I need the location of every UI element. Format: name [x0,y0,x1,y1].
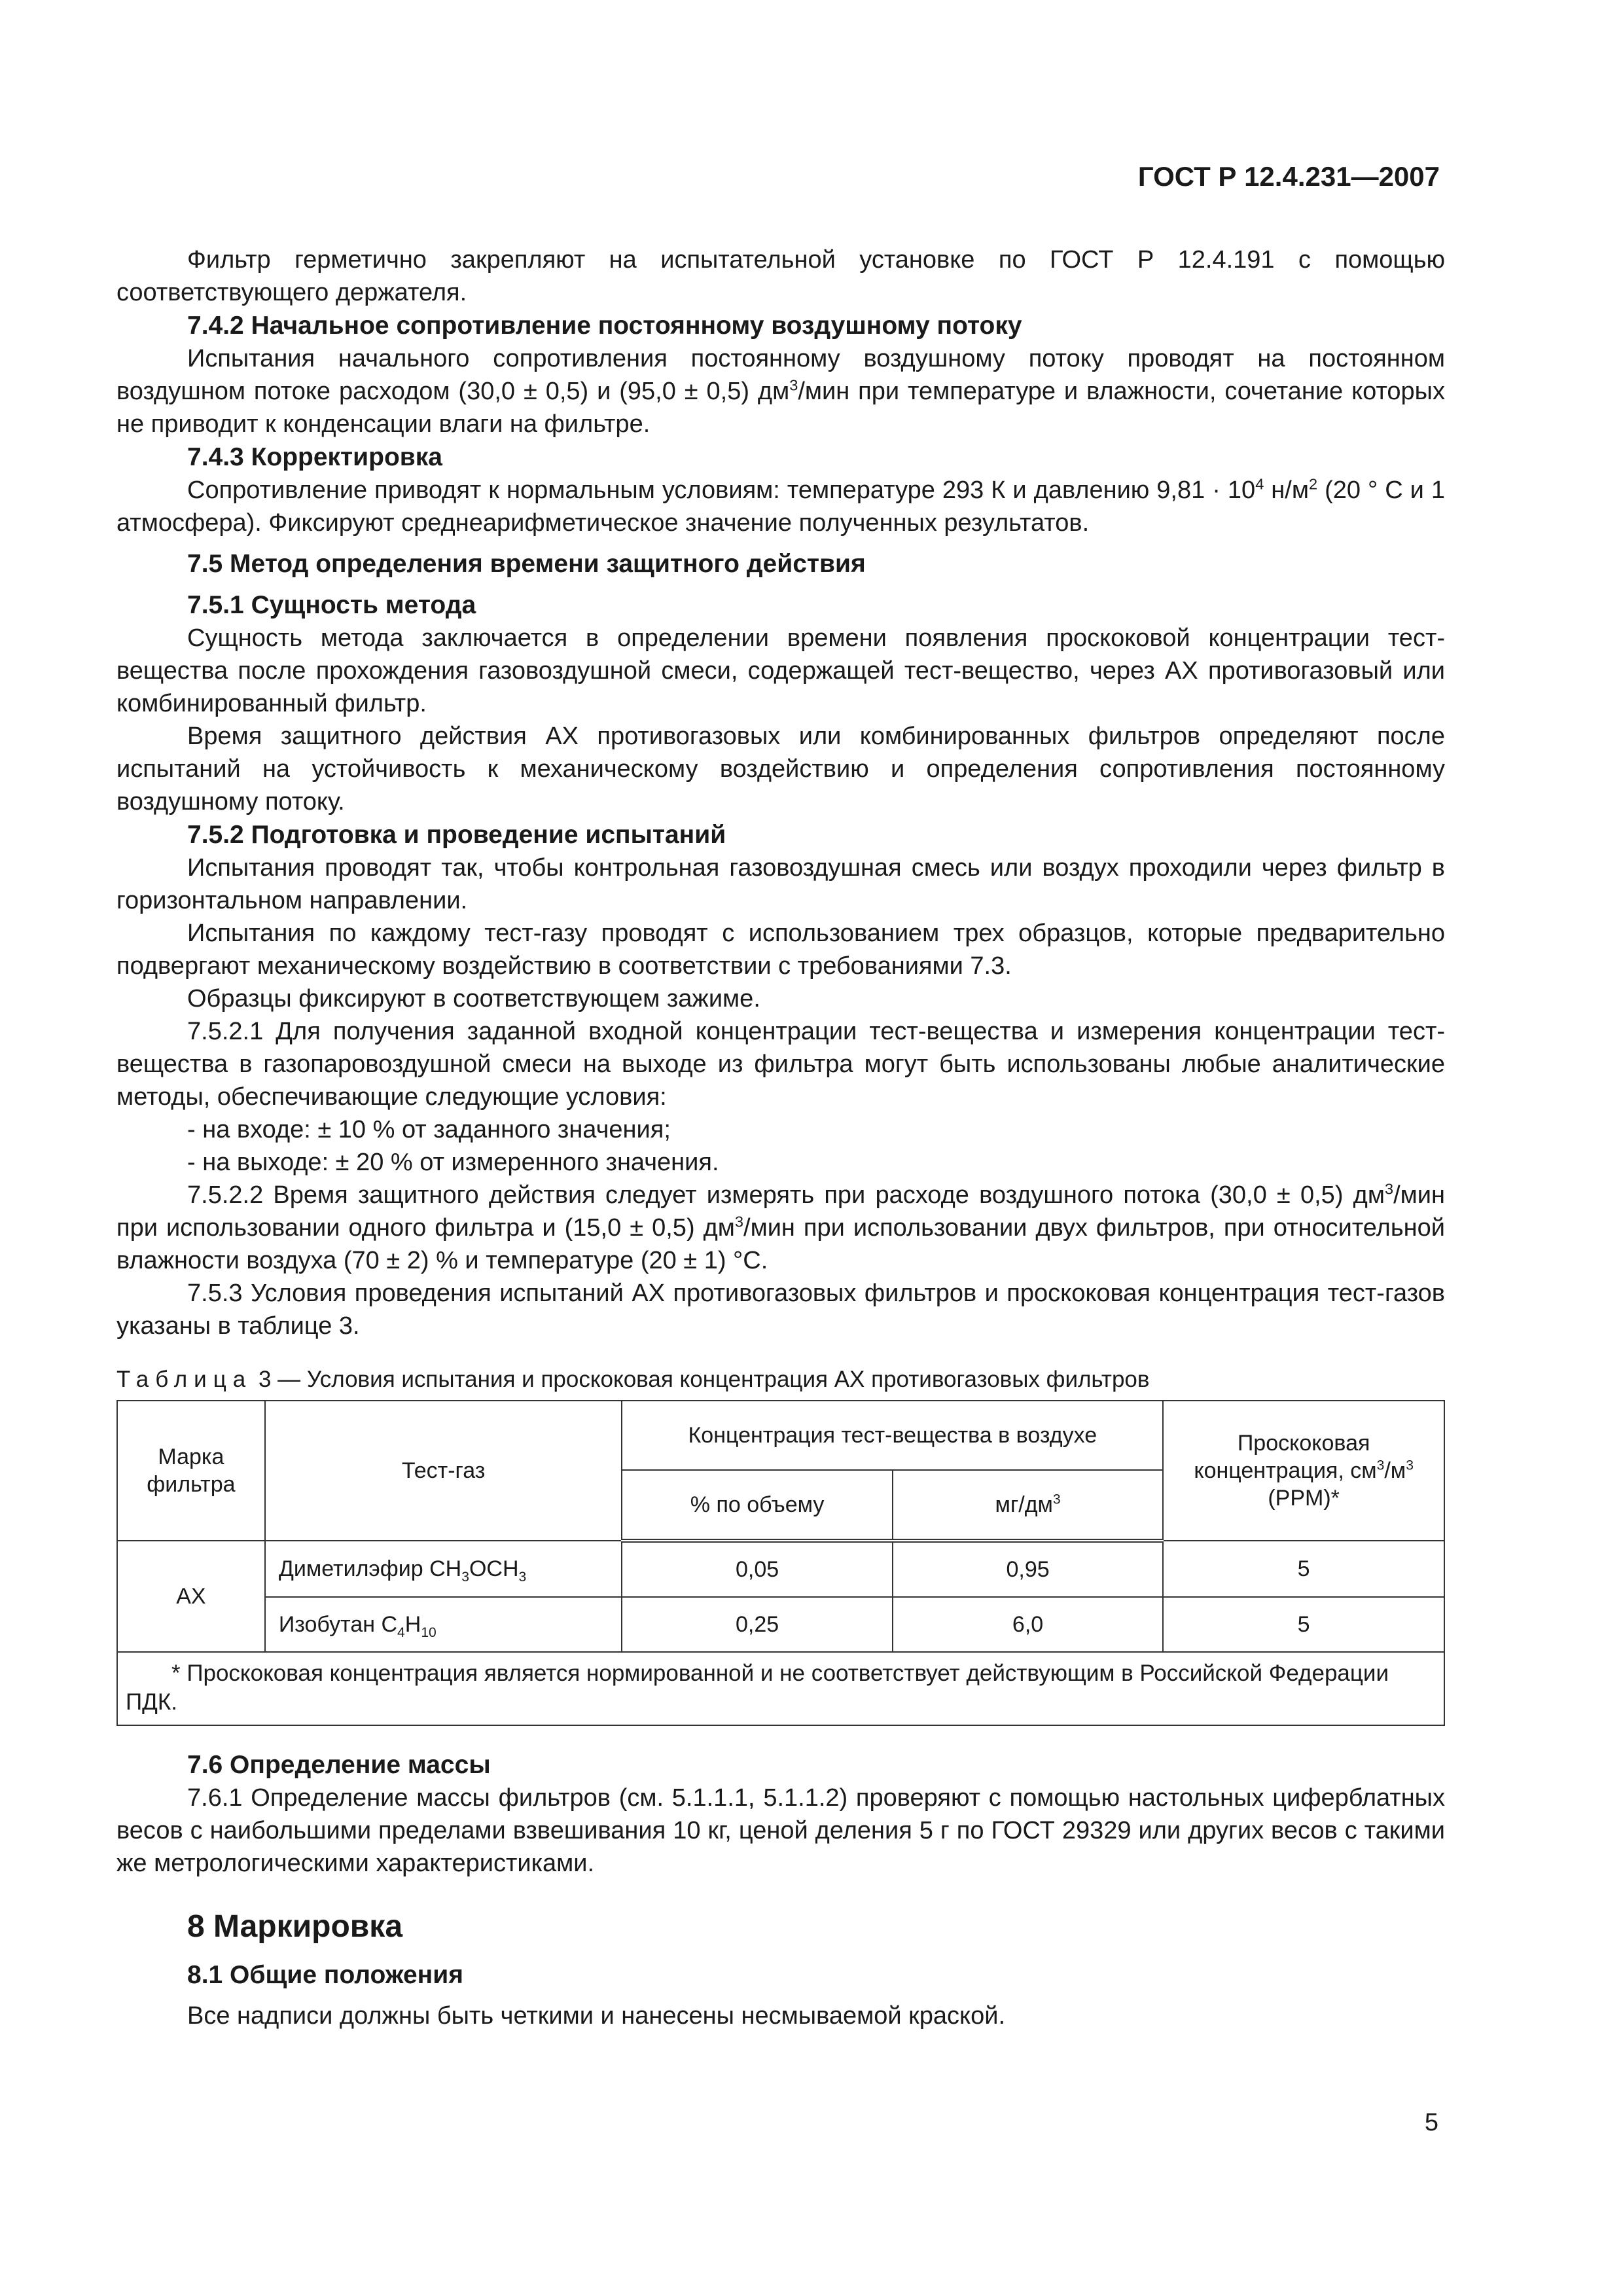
paragraph-7-5-2-1: 7.5.2.1 Для получения заданной входной концентрации тест-вещества и измерения концентрации тест-вещества в газопаровоздушной смеси на выходе из фильтра могут быть использованы любые аналитические методы, обеспечивающие следующие условия: [116,1018,1445,1111]
cell-gas: Диметилэфир $CH_3OCH_3$ [265,1541,622,1597]
col-header-mg-dm3: $мг/дм^3$ [893,1470,1163,1541]
list-item-input: - на входе: ± 10 % от заданного значения; [187,1116,671,1143]
col-header-percent-volume: % по объему [622,1470,893,1541]
heading-8: 8 Маркировка [187,1909,403,1944]
paragraph-7-5-2-c: Образцы фиксируют в соответствующем зажиме. [187,985,760,1013]
paragraph-7-6-1: 7.6.1 Определение массы фильтров (см. 5.1.1.1, 5.1.1.2) проверяют с помощью настольных циферблатных весов с наибольшими пределами взвешивания 10 кг, ценой деления 5 г по ГОСТ 29329 или других весов с такими же метрологическими характеристиками. [116,1784,1445,1877]
paragraph-7-4-3: Сопротивление приводят к нормальным условиям: температуре 293 К и давлению $9,81 \cdot 10^4$ $н/м^2$ (20 ° С и 1 атмосфера). Фиксируют среднеарифметическое значение полученных результатов. [116,475,1445,537]
col-header-brand: Марка фильтра [117,1401,265,1541]
page-number: 5 [1424,2109,1438,2136]
cell-ppm: 5 [1163,1541,1444,1597]
col-header-concentration: Концентрация тест-вещества в воздухе [622,1401,1163,1470]
heading-7-6: 7.6 Определение массы [187,1751,491,1779]
heading-7-5: 7.5 Метод определения времени защитного действия [187,550,866,578]
paragraph-7-5-2-2: 7.5.2.2 Время защитного действия следует измерять при расходе воздушного потока (30,0 ± 0,5) $дм^3$/мин при использовании одного фильтра и (15,0 ± 0,5) $дм^3$/мин при использовании двух фильтров, при относительной влажности воздуха (70 ± 2) % и температуре (20 ± 1) °С. [116,1180,1445,1274]
heading-7-4-2: 7.4.2 Начальное сопротивление постоянному воздушному потоку [187,312,1022,340]
table-row [117,1597,1444,1652]
paragraph-7-5-3: 7.5.3 Условия проведения испытаний АХ противогазовых фильтров и проскоковая концентрация тест-газов указаны в таблице 3. [116,1280,1445,1340]
cell-mg: 0,95 [893,1541,1163,1597]
paragraph-7-5-2-a: Испытания проводят так, чтобы контрольная газовоздушная смесь или воздух проходили через фильтр в горизонтальном направлении. [116,854,1445,914]
heading-7-5-2: 7.5.2 Подготовка и проведение испытаний [187,821,726,849]
cell-gas: Изобутан $C_4H_{10}$ [265,1597,622,1652]
cell-percent: 0,25 [622,1597,893,1652]
list-item-output: - на выходе: ± 20 % от измеренного значения. [187,1149,719,1176]
paragraph-7-4-2: Испытания начального сопротивления постоянному воздушному потоку проводят на постоянном воздушном потоке расходом (30,0 ± 0,5) и (95,0 ± 0,5) $дм^3$/мин при температуре и влажности, сочетание которых не приводит к конденсации влаги на фильтре. [116,345,1445,438]
document-header: ГОСТ Р 12.4.231—2007 [1137,161,1440,192]
col-header-gas: Тест-газ [265,1401,622,1541]
paragraph-7-5-1-b: Время защитного действия АХ противогазовых или комбинированных фильтров определяют после испытаний на устойчивость к механическому воздействию и определения сопротивления постоянному воздушному потоку. [116,723,1445,816]
table-row [117,1541,1444,1597]
document-body [116,243,1445,2032]
table-footnote: * Проскоковая концентрация является нормированной и не соответствует действующим в Российской Федерации ПДК. [117,1652,1444,1725]
cell-brand: АХ [117,1541,265,1652]
paragraph-7-5-1-a: Сущность метода заключается в определении времени появления проскоковой концентрации тест-вещества после прохождения газовоздушной смеси, содержащей тест-вещество, через АХ противогазовый или комбинированный фильтр. [116,624,1445,717]
cell-percent: 0,05 [622,1541,893,1597]
col-header-breakthrough: Проскоковая концентрация, $см^3/м^3$ (PPM)* [1163,1401,1444,1541]
cell-mg: 6,0 [893,1597,1163,1652]
cell-ppm: 5 [1163,1597,1444,1652]
paragraph-8-1: Все надписи должны быть четкими и нанесены несмываемой краской. [187,2002,1006,2030]
table-3 [116,1400,1445,1726]
heading-7-5-1: 7.5.1 Сущность метода [187,591,476,619]
table-caption: Таблица 3 — Условия испытания и проскоковая концентрация АХ противогазовых фильтров [116,1367,1150,1392]
paragraph-7-5-2-b: Испытания по каждому тест-газу проводят с использованием трех образцов, которые предварительно подвергают механическому воздействию в соответствии с требованиями 7.3. [116,920,1445,980]
paragraph-filter-mount: Фильтр герметично закрепляют на испытательной установке по ГОСТ Р 12.4.191 с помощью соответствующего держателя. [116,246,1445,306]
heading-7-4-3: 7.4.3 Корректировка [187,443,442,471]
heading-8-1: 8.1 Общие положения [187,1961,463,1989]
